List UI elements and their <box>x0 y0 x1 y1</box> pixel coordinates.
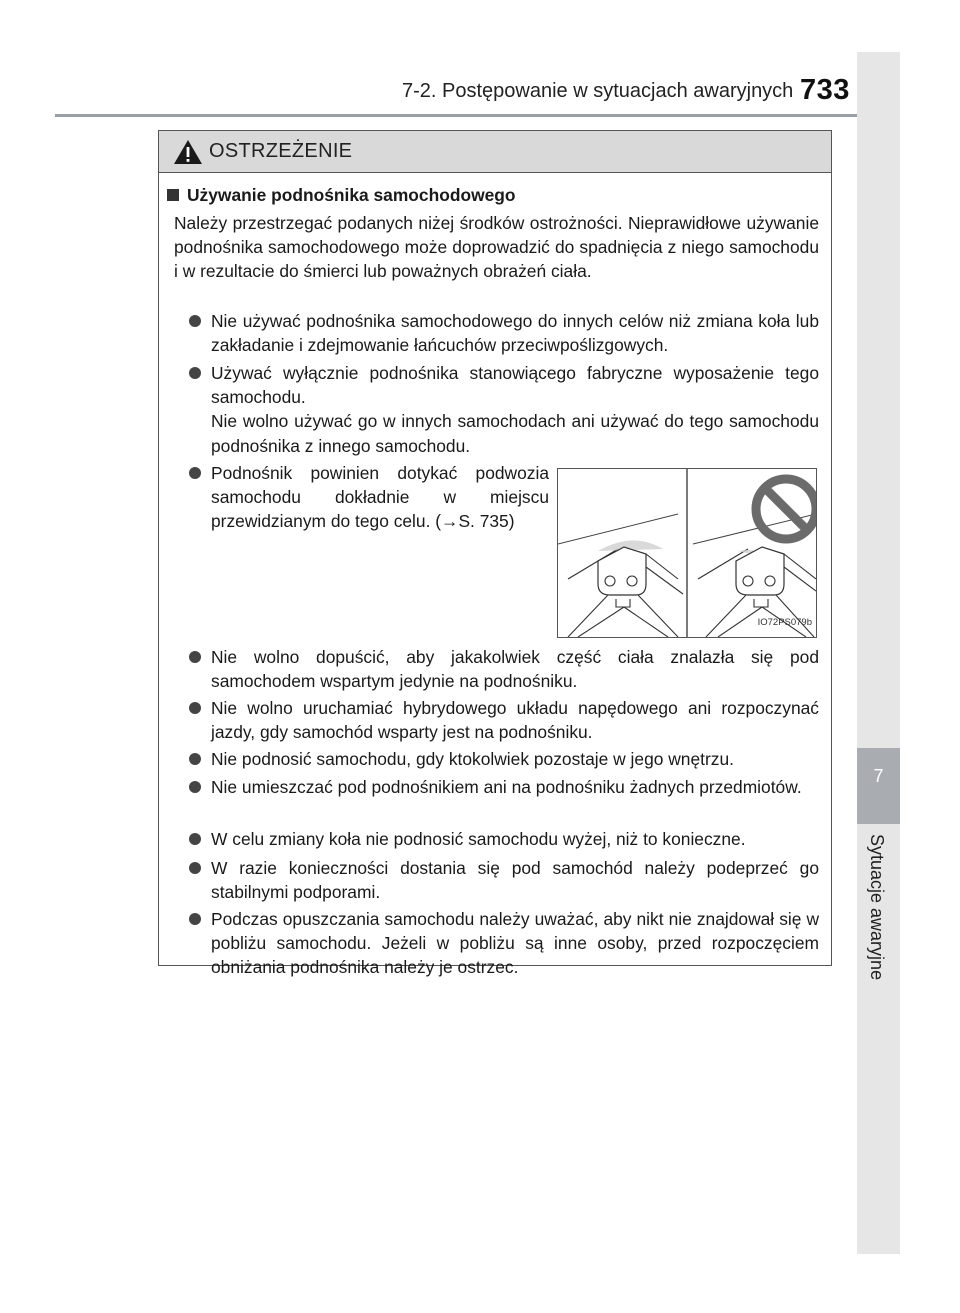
bullet-dot-icon <box>189 367 201 379</box>
page-number: 733 <box>800 74 850 106</box>
list-item-text: Podnośnik powinien dotykać podwozia samochodu dokładnie w miejscu przewidzianym do tego celu. (→S. 735) <box>211 463 549 532</box>
list-item-text: W razie konieczności dostania się pod samochód należy podeprzeć go stabilnymi podporami. <box>211 858 819 903</box>
list-item-text: Podczas opuszczania samochodu należy uważać, aby nikt nie znajdował się w pobliżu samochodu. Jeżeli w pobliżu są inne osoby, przed rozpoczęciem obniżania podnośnika należy je ostrzec. <box>211 909 819 978</box>
bullet-dot-icon <box>189 862 201 874</box>
list-item-text: Nie umieszczać pod podnośnikiem ani na podnośniku żadnych przedmiotów. <box>211 777 802 797</box>
section-title: 7-2. Postępowanie w sytuacjach awaryjnych <box>402 80 794 102</box>
bullet-dot-icon <box>189 833 201 845</box>
warning-triangle-icon <box>173 139 203 165</box>
figure-code: IO72PS079b <box>757 616 812 628</box>
list-item <box>189 361 819 458</box>
bullet-dot-icon <box>189 781 201 793</box>
bullet-dot-icon <box>189 702 201 714</box>
list-item <box>189 775 819 799</box>
list-item-text: Nie wolno uruchamiać hybrydowego układu napędowego ani rozpoczynać jazdy, gdy samochód wsparty jest na podnośniku. <box>211 698 819 743</box>
jack-position-illustration <box>557 468 817 638</box>
list-item-text-line: Używać wyłącznie podnośnika stanowiącego fabryczne wyposażenie tego samochodu. <box>211 363 819 408</box>
bullet-dot-icon <box>189 651 201 663</box>
intro-paragraph: Należy przestrzegać podanych niżej środków ostrożności. Nieprawidłowe używanie podnośnika samochodowego może doprowadzić do spadnięcia z niego samochodu i w rezultacie do śmierci lub poważnych obrażeń ciała. <box>174 213 819 282</box>
warning-title: OSTRZEŻENIE <box>209 140 353 162</box>
list-item <box>189 645 819 693</box>
list-item <box>189 856 819 904</box>
section-heading-text: Używanie podnośnika samochodowego <box>187 185 516 205</box>
list-item-text: Nie podnosić samochodu, gdy ktokolwiek pozostaje w jego wnętrzu. <box>211 749 734 769</box>
chapter-number: 7 <box>873 766 884 786</box>
list-item-text: W celu zmiany koła nie podnosić samochodu wyżej, niż to konieczne. <box>211 829 746 849</box>
bullet-dot-icon <box>189 467 201 479</box>
list-item-text <box>211 361 819 458</box>
list-item-text: Nie używać podnośnika samochodowego do innych celów niż zmiana koła lub zakładanie i zdejmowanie łańcuchów przeciwpoślizgowych. <box>211 311 819 356</box>
prohibition-icon <box>756 479 816 539</box>
list-item-text: Nie wolno dopuścić, aby jakakolwiek część ciała znalazła się pod samochodem wspartym jedynie na podnośniku. <box>211 647 819 692</box>
bullet-dot-icon <box>189 753 201 765</box>
chapter-side-tab <box>857 52 900 1254</box>
list-item <box>189 461 549 534</box>
chapter-label: Sytuacje awaryjne <box>867 834 887 981</box>
list-item <box>189 907 819 980</box>
square-bullet-icon <box>167 189 179 201</box>
section-heading <box>167 183 516 207</box>
header-rule <box>55 114 900 117</box>
bullet-dot-icon <box>189 315 201 327</box>
list-item-text-line: Nie wolno używać go w innych samochodach ani używać do tego samochodu podnośnika z innego samochodu. <box>211 411 819 456</box>
list-item <box>189 747 819 771</box>
warning-box <box>158 130 832 978</box>
warning-header <box>159 131 831 173</box>
list-item <box>189 696 819 744</box>
list-item <box>189 309 819 357</box>
list-item <box>189 827 819 851</box>
bullet-dot-icon <box>189 913 201 925</box>
